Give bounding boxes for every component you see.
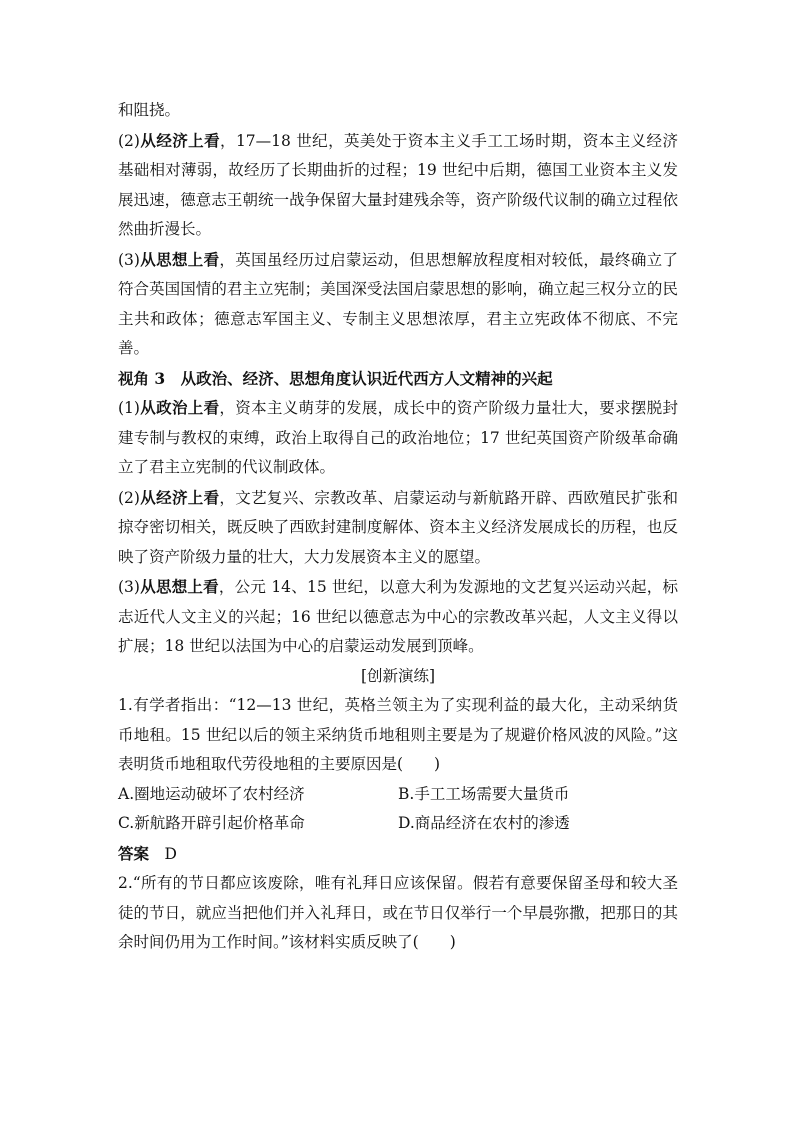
item-number: (3) — [118, 578, 140, 596]
item-number: (1) — [118, 399, 140, 417]
bold-lead: 从政治上看 — [139, 398, 220, 417]
item-number: (2) — [118, 488, 140, 507]
paragraph-text: ，公元 14、15 世纪，以意大利为发源地的文艺复兴运动兴起，标志近代人文主义的兴起；16 世纪以德意志为中心的宗教改革兴起，人文主义得以扩展；18 世纪以法国为中心的启蒙运动发展到顶峰。 — [118, 578, 678, 655]
paragraph-viewpoint2-economy — [118, 126, 678, 245]
page-content — [118, 96, 678, 958]
answer-value: D — [164, 844, 177, 863]
paragraph-text: ，资本主义萌芽的发展，成长中的资产阶级力量壮大，要求摆脱封建专制与教权的束缚，政治上取得自己的政治地位；17 世纪英国资产阶级革命确立了君主立宪制的代议制政体。 — [118, 399, 678, 476]
paragraph-text: ，17—18 世纪，英美处于资本主义手工工场时期，资本主义经济基础相对薄弱，故经历了长期曲折的过程；19 世纪中后期，德国工业资本主义发展迅速，德意志王朝统一战争保留大量封建残余等，资产阶级代议制的确立过程依然曲折漫长。 — [118, 131, 678, 238]
paragraph-text: ，文艺复兴、宗教改革、启蒙运动与新航路开辟、西欧殖民扩张和掠夺密切相关，既反映了西欧封建制度解体、资本主义经济发展成长的历程，也反映了资产阶级力量的壮大，大力发展资本主义的愿望。 — [118, 488, 678, 566]
option-c: C.新航路开辟引起价格革命 — [118, 814, 305, 832]
question-1-options-row-2 — [118, 809, 678, 839]
option-b: B.手工工场需要大量货币 — [398, 784, 570, 803]
paragraph-text: ，英国虽经历过启蒙运动，但思想解放程度相对较低，最终确立了符合英国国情的君主立宪制；美国深受法国启蒙思想的影响，确立起三权分立的民主共和政体；德意志军国主义、专制主义思想浓厚，君主立宪政体不彻底、不完善。 — [118, 250, 678, 357]
question-1-stem: 1.有学者指出：“12—13 世纪，英格兰领主为了实现利益的最大化，主动采纳货币地租。15 世纪以后的领主采纳货币地租则主要是为了规避价格风波的风险。”这表明货币地租取代劳役地租的主要原因是( ) — [118, 696, 678, 773]
practice-heading: [创新演练] — [360, 666, 436, 685]
question-1-options-row-1 — [118, 780, 678, 810]
bold-lead: 从思想上看 — [139, 577, 219, 596]
option-d: D.商品经济在农村的渗透 — [398, 814, 570, 832]
item-number: (3) — [118, 250, 140, 269]
bold-lead: 从思想上看 — [139, 249, 220, 269]
question-1-answer — [118, 839, 678, 870]
bold-lead: 从经济上看 — [139, 130, 221, 150]
answer-label: 答案 — [118, 843, 150, 863]
paragraph-viewpoint3-thought — [118, 572, 678, 662]
question-2-stem: 2.“所有的节日都应该废除，唯有礼拜日应该保留。假若有意要保留圣母和较大圣徒的节日，就应当把他们并入礼拜日，或在节日仅举行一个早晨弥撒，把那日的其余时间仍用为工作时间。”该材料实质反映了( ) — [118, 874, 678, 951]
item-number: (2) — [118, 131, 140, 150]
paragraph-continuation: 和阻挠。 — [118, 101, 181, 119]
option-a: A.圈地运动破坏了农村经济 — [118, 784, 305, 803]
section-heading-viewpoint3: 视角 3 从政治、经济、思想角度认识近代西方人文精神的兴起 — [118, 368, 553, 388]
paragraph-viewpoint3-politics — [118, 393, 678, 483]
bold-lead: 从经济上看 — [139, 487, 220, 507]
paragraph-viewpoint2-thought — [118, 245, 678, 364]
paragraph-viewpoint3-economy — [118, 483, 678, 573]
